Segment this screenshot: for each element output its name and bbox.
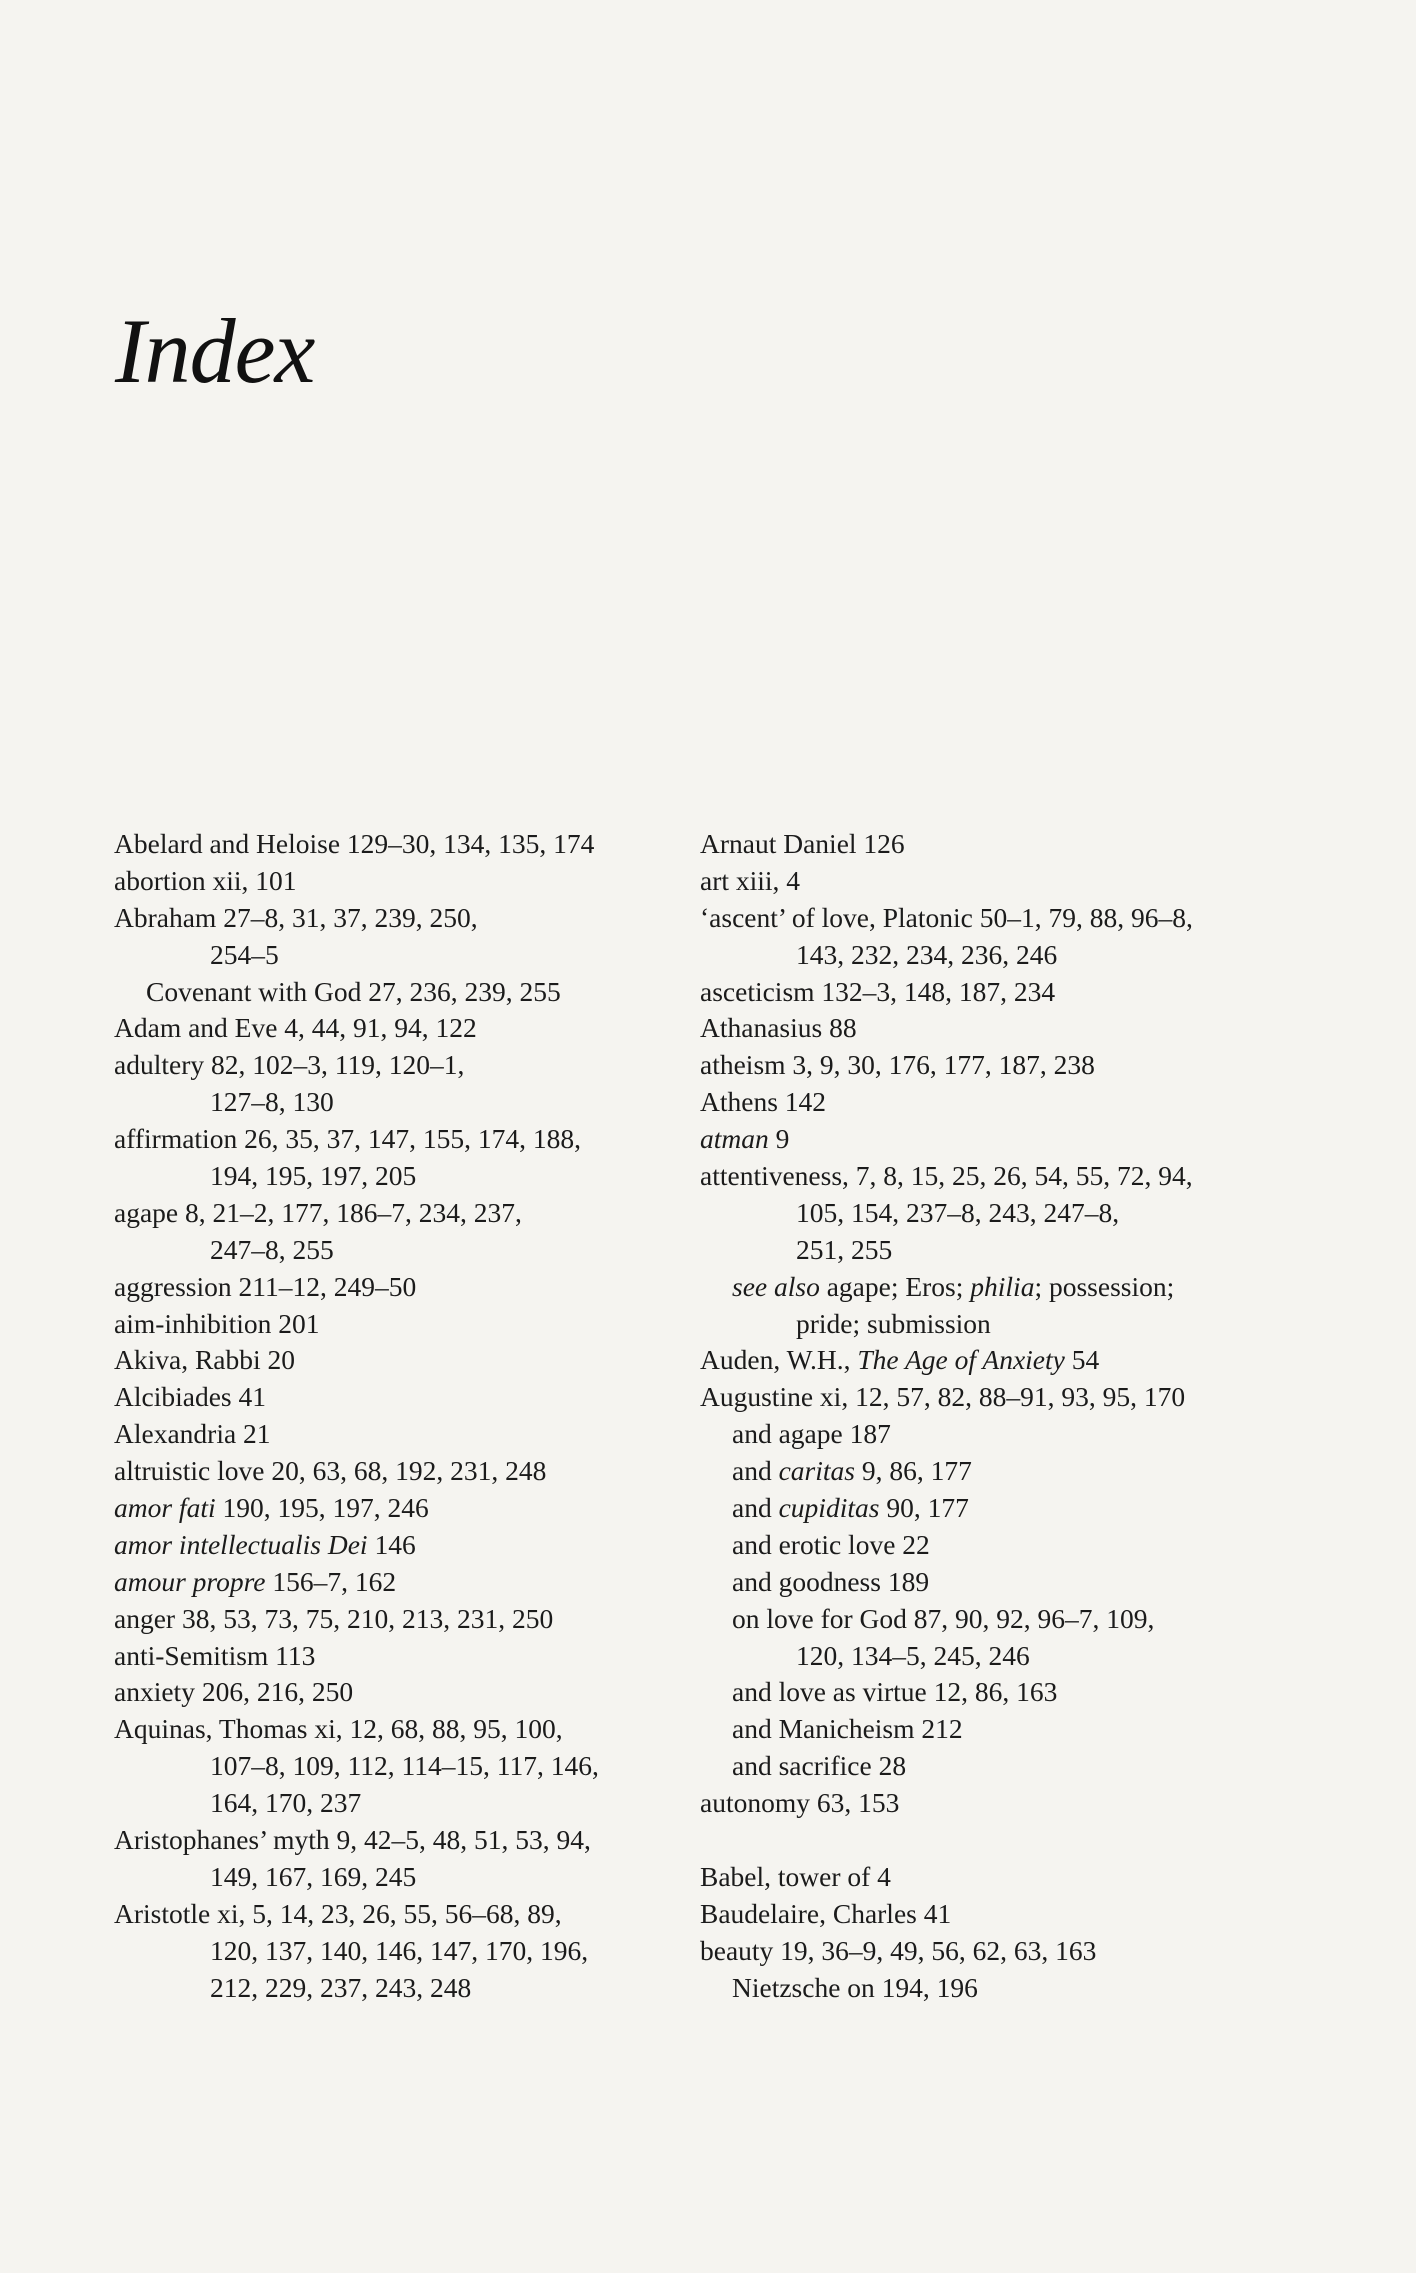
index-text: Aquinas, Thomas xi, 12, 68, 88, 95, 100,: [114, 1713, 563, 1745]
index-entry: [114, 1711, 674, 1748]
index-entry: [114, 900, 674, 937]
index-entry: [114, 1896, 674, 1933]
index-text: 9: [768, 1123, 790, 1155]
index-text: 9, 86, 177: [854, 1455, 972, 1487]
index-term-italic: amor intellectualis Dei: [114, 1528, 368, 1560]
index-text: Aristotle xi, 5, 14, 23, 26, 55, 56–68, 89,: [114, 1897, 562, 1929]
index-entry: [114, 1416, 674, 1453]
index-entry: [114, 1379, 674, 1416]
index-term-italic: The Age of Anxiety: [857, 1344, 1065, 1376]
index-text: asceticism 132–3, 148, 187, 234: [700, 975, 1056, 1007]
index-text: agape 8, 21–2, 177, 186–7, 234, 237,: [114, 1196, 522, 1228]
index-text: ; possession;: [1034, 1270, 1175, 1302]
index-entry: [114, 974, 674, 1011]
index-entry: [700, 1527, 1275, 1564]
index-text: 127–8, 130: [210, 1086, 334, 1118]
index-text: anger 38, 53, 73, 75, 210, 213, 231, 250: [114, 1602, 554, 1634]
index-text: 194, 195, 197, 205: [210, 1160, 417, 1192]
index-text: 254–5: [210, 938, 279, 970]
index-entry: [700, 1158, 1275, 1195]
index-text: ‘ascent’ of love, Platonic 50–1, 79, 88, 96–8,: [700, 901, 1193, 933]
index-entry: [114, 826, 674, 863]
index-text: and: [732, 1455, 779, 1487]
index-entry: [700, 1674, 1275, 1711]
index-text: 90, 177: [879, 1492, 969, 1524]
index-text: anti-Semitism 113: [114, 1639, 316, 1671]
index-entry: [700, 900, 1275, 937]
index-text: 105, 154, 237–8, 243, 247–8,: [796, 1196, 1120, 1228]
index-entry: [700, 1306, 1275, 1343]
index-text: 156–7, 162: [265, 1565, 397, 1597]
index-entry: [114, 1564, 674, 1601]
index-entry: [700, 1232, 1275, 1269]
index-column-right: [700, 826, 1275, 2007]
index-text: 54: [1064, 1344, 1100, 1376]
index-term-italic: amor fati: [114, 1492, 216, 1524]
index-text: 120, 137, 140, 146, 147, 170, 196,: [210, 1934, 589, 1966]
index-term-italic: amour propre: [114, 1565, 266, 1597]
index-text: Alexandria 21: [114, 1418, 271, 1450]
index-entry: [114, 863, 674, 900]
index-entry: [114, 1269, 674, 1306]
index-text: Auden, W.H.,: [700, 1344, 858, 1376]
index-entry: [700, 1010, 1275, 1047]
index-entry: [700, 974, 1275, 1011]
index-entry: [700, 1638, 1275, 1675]
index-entry: [700, 1084, 1275, 1121]
index-text: and erotic love 22: [732, 1528, 930, 1560]
index-entry: [700, 1933, 1275, 1970]
index-entry: [114, 1306, 674, 1343]
index-entry: [114, 1195, 674, 1232]
index-entry: [700, 1896, 1275, 1933]
index-entry: [114, 1638, 674, 1675]
index-entry: [700, 1342, 1275, 1379]
index-text: and agape 187: [732, 1418, 891, 1450]
index-entry: [700, 937, 1275, 974]
index-text: 107–8, 109, 112, 114–15, 117, 146,: [210, 1750, 599, 1782]
index-entry: [114, 1047, 674, 1084]
index-text: adultery 82, 102–3, 119, 120–1,: [114, 1049, 465, 1081]
index-text: Athanasius 88: [700, 1012, 857, 1044]
index-text: Akiva, Rabbi 20: [114, 1344, 296, 1376]
index-text: affirmation 26, 35, 37, 147, 155, 174, 188,: [114, 1123, 581, 1155]
index-entry: [700, 1601, 1275, 1638]
index-text: abortion xii, 101: [114, 864, 297, 896]
index-text: autonomy 63, 153: [700, 1787, 900, 1819]
index-term-italic: cupiditas: [778, 1492, 880, 1524]
index-text: Augustine xi, 12, 57, 82, 88–91, 93, 95, 170: [700, 1381, 1186, 1413]
index-text: anxiety 206, 216, 250: [114, 1676, 354, 1708]
index-text: aggression 211–12, 249–50: [114, 1270, 417, 1302]
page-title: Index: [115, 300, 315, 402]
index-text: Adam and Eve 4, 44, 91, 94, 122: [114, 1012, 477, 1044]
index-term-italic: atman: [700, 1123, 769, 1155]
index-entry: [114, 1084, 674, 1121]
index-text: Covenant with God 27, 236, 239, 255: [146, 975, 561, 1007]
index-text: and Manicheism 212: [732, 1713, 963, 1745]
index-text: aim-inhibition 201: [114, 1307, 320, 1339]
index-entry: [700, 1785, 1275, 1822]
index-section-gap: [700, 1822, 1275, 1859]
index-text: 149, 167, 169, 245: [210, 1860, 417, 1892]
index-text: attentiveness, 7, 8, 15, 25, 26, 54, 55, 72, 94,: [700, 1160, 1193, 1192]
index-text: and: [732, 1492, 779, 1524]
index-entry: [700, 1416, 1275, 1453]
index-text: 143, 232, 234, 236, 246: [796, 938, 1058, 970]
index-term-italic: caritas: [778, 1455, 855, 1487]
index-entry: [700, 1047, 1275, 1084]
index-entry: [700, 1195, 1275, 1232]
index-text: art xiii, 4: [700, 864, 801, 896]
index-entry: [114, 1785, 674, 1822]
index-text: pride; submission: [796, 1307, 991, 1339]
index-column-left: [114, 826, 674, 2007]
index-entry: [700, 1379, 1275, 1416]
index-entry: [114, 1490, 674, 1527]
index-entry: [700, 1970, 1275, 2007]
index-text: Abelard and Heloise 129–30, 134, 135, 174: [114, 828, 595, 859]
index-entry: [114, 937, 674, 974]
index-text: on love for God 87, 90, 92, 96–7, 109,: [732, 1602, 1155, 1634]
index-entry: [700, 1121, 1275, 1158]
index-entry: [700, 1564, 1275, 1601]
index-entry: [114, 1748, 674, 1785]
index-entry: [114, 1158, 674, 1195]
index-text: beauty 19, 36–9, 49, 56, 62, 63, 163: [700, 1934, 1097, 1966]
index-entry: [700, 863, 1275, 900]
index-term-italic: see also: [732, 1270, 820, 1302]
index-entry: [114, 1453, 674, 1490]
index-text: 212, 229, 237, 243, 248: [210, 1971, 472, 2003]
index-text: 190, 195, 197, 246: [215, 1492, 429, 1524]
index-entry: [700, 1453, 1275, 1490]
index-text: Athens 142: [700, 1086, 827, 1118]
index-entry: [114, 1674, 674, 1711]
index-entry: [114, 1342, 674, 1379]
index-entry: [114, 1933, 674, 1970]
index-entry: [700, 1711, 1275, 1748]
index-text: and goodness 189: [732, 1565, 930, 1597]
index-entry: [114, 1121, 674, 1158]
index-entry: [700, 1490, 1275, 1527]
index-term-italic: philia: [970, 1270, 1035, 1302]
index-text: Aristophanes’ myth 9, 42–5, 48, 51, 53, 94,: [114, 1824, 591, 1856]
index-text: agape; Eros;: [819, 1270, 971, 1302]
index-entry: [114, 1601, 674, 1638]
index-text: atheism 3, 9, 30, 176, 177, 187, 238: [700, 1049, 1095, 1081]
index-text: 164, 170, 237: [210, 1787, 362, 1819]
index-text: 247–8, 255: [210, 1233, 334, 1265]
index-entry: [114, 1010, 674, 1047]
index-text: Arnaut Daniel 126: [700, 828, 905, 859]
index-entry: [114, 1527, 674, 1564]
index-text: Alcibiades 41: [114, 1381, 266, 1413]
index-entry: [700, 1269, 1275, 1306]
index-text: 120, 134–5, 245, 246: [796, 1639, 1030, 1671]
index-text: Baudelaire, Charles 41: [700, 1897, 952, 1929]
index-text: and love as virtue 12, 86, 163: [732, 1676, 1058, 1708]
index-entry: [700, 1748, 1275, 1785]
index-entry: [700, 826, 1275, 863]
index-entry: [114, 1232, 674, 1269]
index-text: Abraham 27–8, 31, 37, 239, 250,: [114, 901, 478, 933]
index-text: 146: [367, 1528, 416, 1560]
index-entry: [114, 1859, 674, 1896]
index-entry: [114, 1970, 674, 2007]
index-text: 251, 255: [796, 1233, 893, 1265]
index-text: Nietzsche on 194, 196: [732, 1971, 978, 2003]
index-text: altruistic love 20, 63, 68, 192, 231, 248: [114, 1455, 547, 1487]
index-text: and sacrifice 28: [732, 1750, 907, 1782]
index-entry: [114, 1822, 674, 1859]
index-entry: [700, 1859, 1275, 1896]
index-text: Babel, tower of 4: [700, 1860, 891, 1892]
